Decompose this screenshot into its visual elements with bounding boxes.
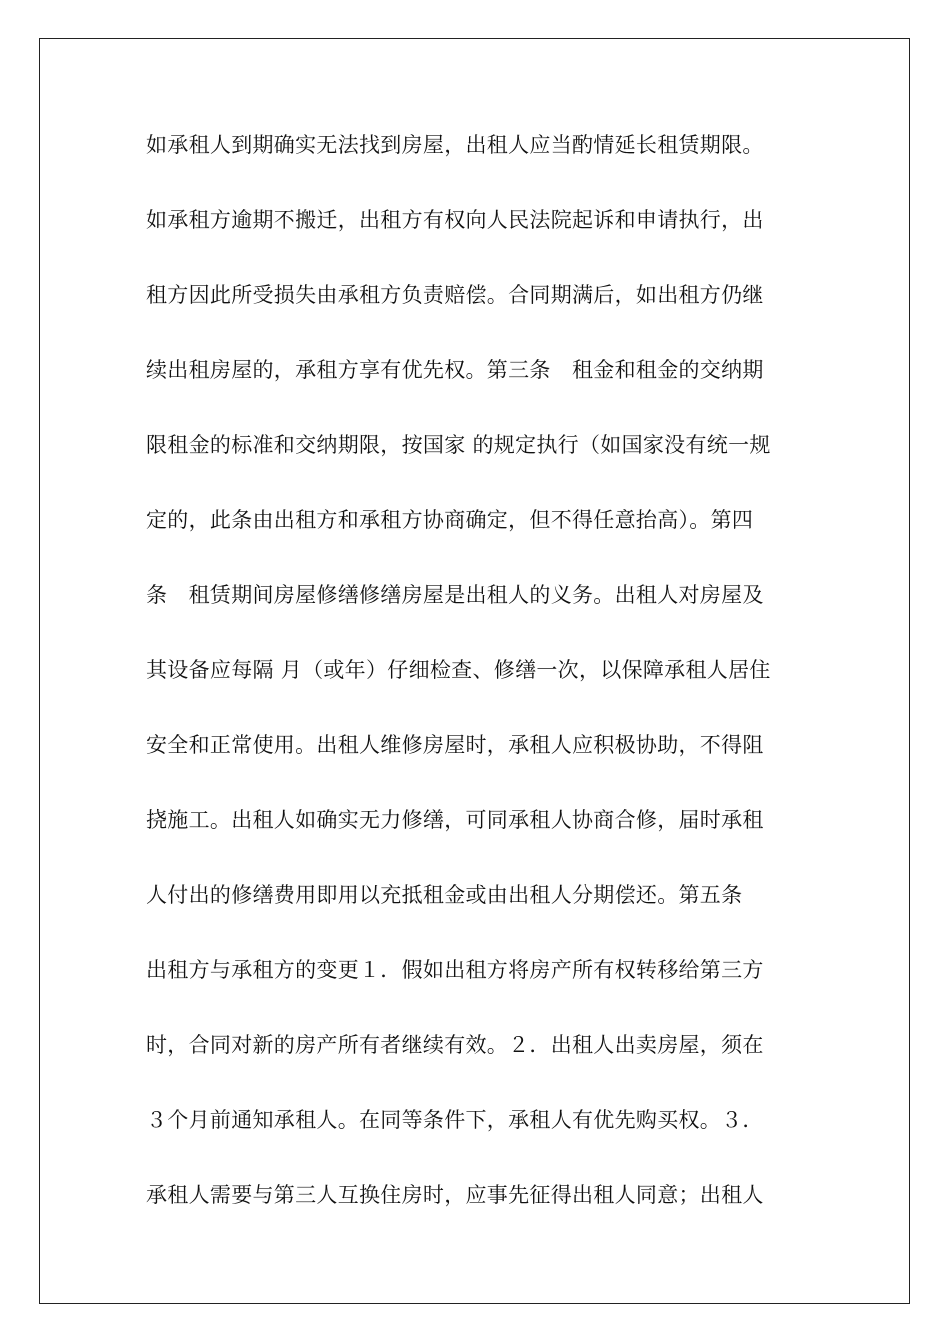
- text-line: 如承租人到期确实无法找到房屋，出租人应当酌情延长租赁期限。: [146, 133, 764, 157]
- text-line: 限租金的标准和交纳期限，按国家 的规定执行（如国家没有统一规: [146, 433, 771, 457]
- text-line: 人付出的修缮费用即用以充抵租金或由出租人分期偿还。第五条: [146, 883, 743, 907]
- text-line: 出租方与承租方的变更１．假如出租方将房产所有权转移给第三方: [146, 958, 764, 982]
- text-line: ３个月前通知承租人。在同等条件下，承租人有优先购买权。３．: [146, 1108, 764, 1132]
- text-line: 如承租方逾期不搬迁，出租方有权向人民法院起诉和申请执行，出: [146, 208, 764, 232]
- text-line: 租方因此所受损失由承租方负责赔偿。合同期满后，如出租方仍继: [146, 283, 764, 307]
- text-line: 安全和正常使用。出租人维修房屋时，承租人应积极协助，不得阻: [146, 733, 764, 757]
- text-line: 时，合同对新的房产所有者继续有效。２．出租人出卖房屋，须在: [146, 1033, 764, 1057]
- text-line: 续出租房屋的，承租方享有优先权。第三条 租金和租金的交纳期: [146, 358, 764, 382]
- text-line: 条 租赁期间房屋修缮修缮房屋是出租人的义务。出租人对房屋及: [146, 583, 764, 607]
- text-line: 其设备应每隔 月（或年）仔细检查、修缮一次，以保障承租人居住: [146, 658, 771, 682]
- text-line: 承租人需要与第三人互换住房时，应事先征得出租人同意；出租人: [146, 1183, 764, 1207]
- text-line: 定的，此条由出租方和承租方协商确定，但不得任意抬高）。第四: [146, 508, 754, 532]
- text-line: 挠施工。出租人如确实无力修缮，可同承租人协商合修，届时承租: [146, 808, 764, 832]
